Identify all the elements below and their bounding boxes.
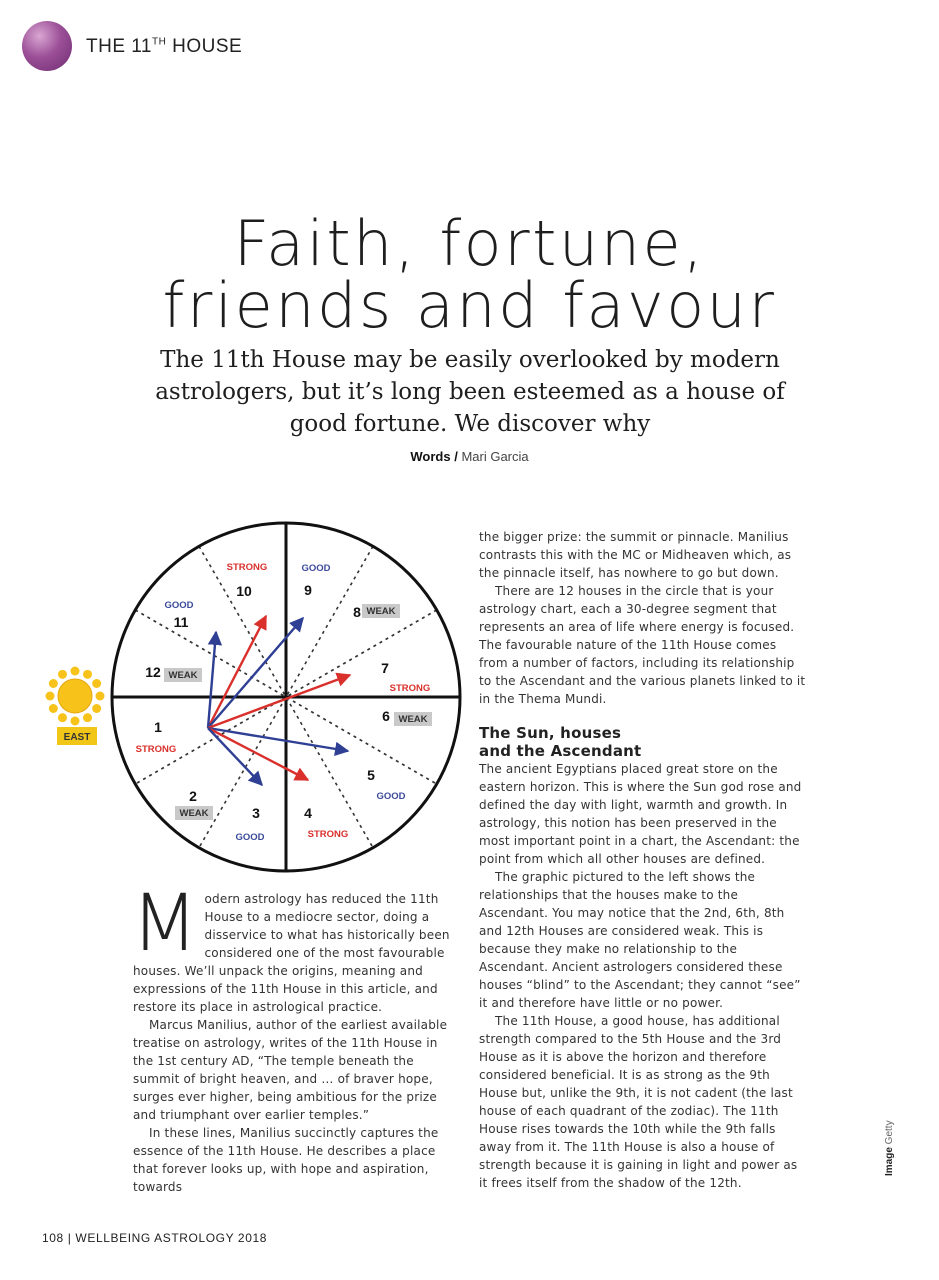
sun-ray xyxy=(49,704,58,713)
paragraph: The 11th House, a good house, has additional strength compared to the 5th House and the 3rd House as it is above the horizon and therefore considered beneficial. It is as strong as the 9th House but, unlike the 9th, it is not cadent (the last house of each quadrant of the zodiac). The 11th House rises towards the 10th while the 9th falls away from it. The 11th House is also a house of strength because it is gaining in light and power as it frees itself from the shadow of the 12th. xyxy=(479,1014,798,1190)
page-footer: 108 | WELLBEING ASTROLOGY 2018 xyxy=(42,1231,268,1245)
article-title-line-2: friends and favour xyxy=(162,269,777,342)
sun-ray xyxy=(83,670,92,679)
paragraph: There are 12 houses in the circle that is your astrology chart, each a 30-degree segment that represents an area of life where energy is focused. The favourable nature of the 11th House comes from a number of factors, including its relationship to the Ascendant and the various planets linked to it in the Thema Mundi. xyxy=(479,584,806,706)
sun-ray xyxy=(71,667,80,676)
paragraph: the bigger prize: the summit or pinnacle. Manilius contrasts this with the MC or Midheaven which, as the pinnacle itself, has nowhere to go but down. xyxy=(479,530,792,580)
house-quality-9: GOOD xyxy=(301,563,331,574)
house-number-7: 7 xyxy=(381,660,389,676)
house-quality-1: STRONG xyxy=(135,744,177,755)
house-number-9: 9 xyxy=(304,582,312,598)
house-number-5: 5 xyxy=(367,767,375,783)
house-quality-11: GOOD xyxy=(164,600,194,611)
house-quality-12: WEAK xyxy=(168,670,198,681)
byline-author: Mari Garcia xyxy=(461,449,529,464)
houses-diagram xyxy=(38,520,468,876)
sun-ray xyxy=(58,713,67,722)
page-number: 108 xyxy=(42,1231,64,1245)
body-column-1 xyxy=(131,879,460,1196)
house-number-4: 4 xyxy=(304,805,312,821)
sun-ray xyxy=(96,692,105,701)
image-credit: Image Getty xyxy=(884,1120,895,1176)
house-quality-2: WEAK xyxy=(179,808,209,819)
paragraph: Marcus Manilius, author of the earliest available treatise on astrology, writes of the 11th House in the 1st century AD, “The temple beneath the summit of bright heaven, and … of braver hope, surges ever higher, being ambitious for the prize and triumphant over earlier temples.” xyxy=(133,1018,448,1122)
byline: Words / Mari Garcia xyxy=(410,449,529,464)
paragraph: The ancient Egyptians placed great store on the eastern horizon. This is where the Sun god rose and defined the day with light, warmth and growth. In astrology, this notion has been preserved in the most important point in a chart, the Ascendant: the point from which all other houses are defined. xyxy=(479,762,802,866)
drop-cap: M xyxy=(131,879,199,969)
sun-ray xyxy=(46,692,55,701)
body-column-2 xyxy=(479,528,809,1192)
publication-name: WELLBEING ASTROLOGY 2018 xyxy=(75,1231,268,1245)
house-quality-7: STRONG xyxy=(389,683,431,694)
house-number-3: 3 xyxy=(252,805,260,821)
sun-ray xyxy=(83,713,92,722)
article-title-line-1: Faith, fortune, xyxy=(233,207,706,280)
arrow-to-7th xyxy=(208,675,350,728)
paragraph: The graphic pictured to the left shows the relationships that the houses make to the Ascendant. You may notice that the 2nd, 6th, 8th and 12th Houses are considered weak. This is because they make no relationship to the Ascendant. Ancient astrologers considered these houses “blind” to the Ascendant; they cannot “see” it and therefore have little or no power. xyxy=(479,870,801,1010)
sun-icon xyxy=(46,667,105,726)
sun-ray xyxy=(92,704,101,713)
house-number-8: 8 xyxy=(353,604,361,620)
sun-ray xyxy=(92,679,101,688)
east-label: EAST xyxy=(63,732,91,743)
house-quality-3: GOOD xyxy=(235,832,265,843)
sun-ray xyxy=(49,679,58,688)
section-badge-icon xyxy=(22,21,72,71)
section-label: THE 11TH HOUSE xyxy=(86,36,243,57)
standfirst: The 11th House may be easily overlooked by modern astrologers, but it’s long been esteemed as a house of good fortune. We discover why xyxy=(155,347,785,437)
subheading: The Sun, houses and the Ascendant xyxy=(479,724,642,760)
house-quality-8: WEAK xyxy=(366,606,396,617)
sun-ray xyxy=(71,717,80,726)
sun-ray xyxy=(58,670,67,679)
house-quality-5: GOOD xyxy=(376,791,406,802)
house-quality-10: STRONG xyxy=(226,562,268,573)
house-number-12: 12 xyxy=(145,664,161,680)
paragraph-intro: odern astrology has reduced the 11th House to a mediocre sector, doing a disservice to what has historically been considered one of the most favourable houses. We’ll unpack the origins, meaning and expressions of the 11th House in this article, and restore its place in astrological practice. xyxy=(133,892,450,1014)
paragraph: In these lines, Manilius succinctly captures the essence of the 11th House. He describes a place that forever looks up, with hope and aspiration, towards xyxy=(133,1126,439,1194)
house-quality-6: WEAK xyxy=(398,714,428,725)
house-quality-4: STRONG xyxy=(307,829,349,840)
house-number-1: 1 xyxy=(154,719,162,735)
house-number-11: 11 xyxy=(173,614,189,630)
house-number-2: 2 xyxy=(189,788,197,804)
house-number-6: 6 xyxy=(382,708,390,724)
house-number-10: 10 xyxy=(236,583,252,599)
